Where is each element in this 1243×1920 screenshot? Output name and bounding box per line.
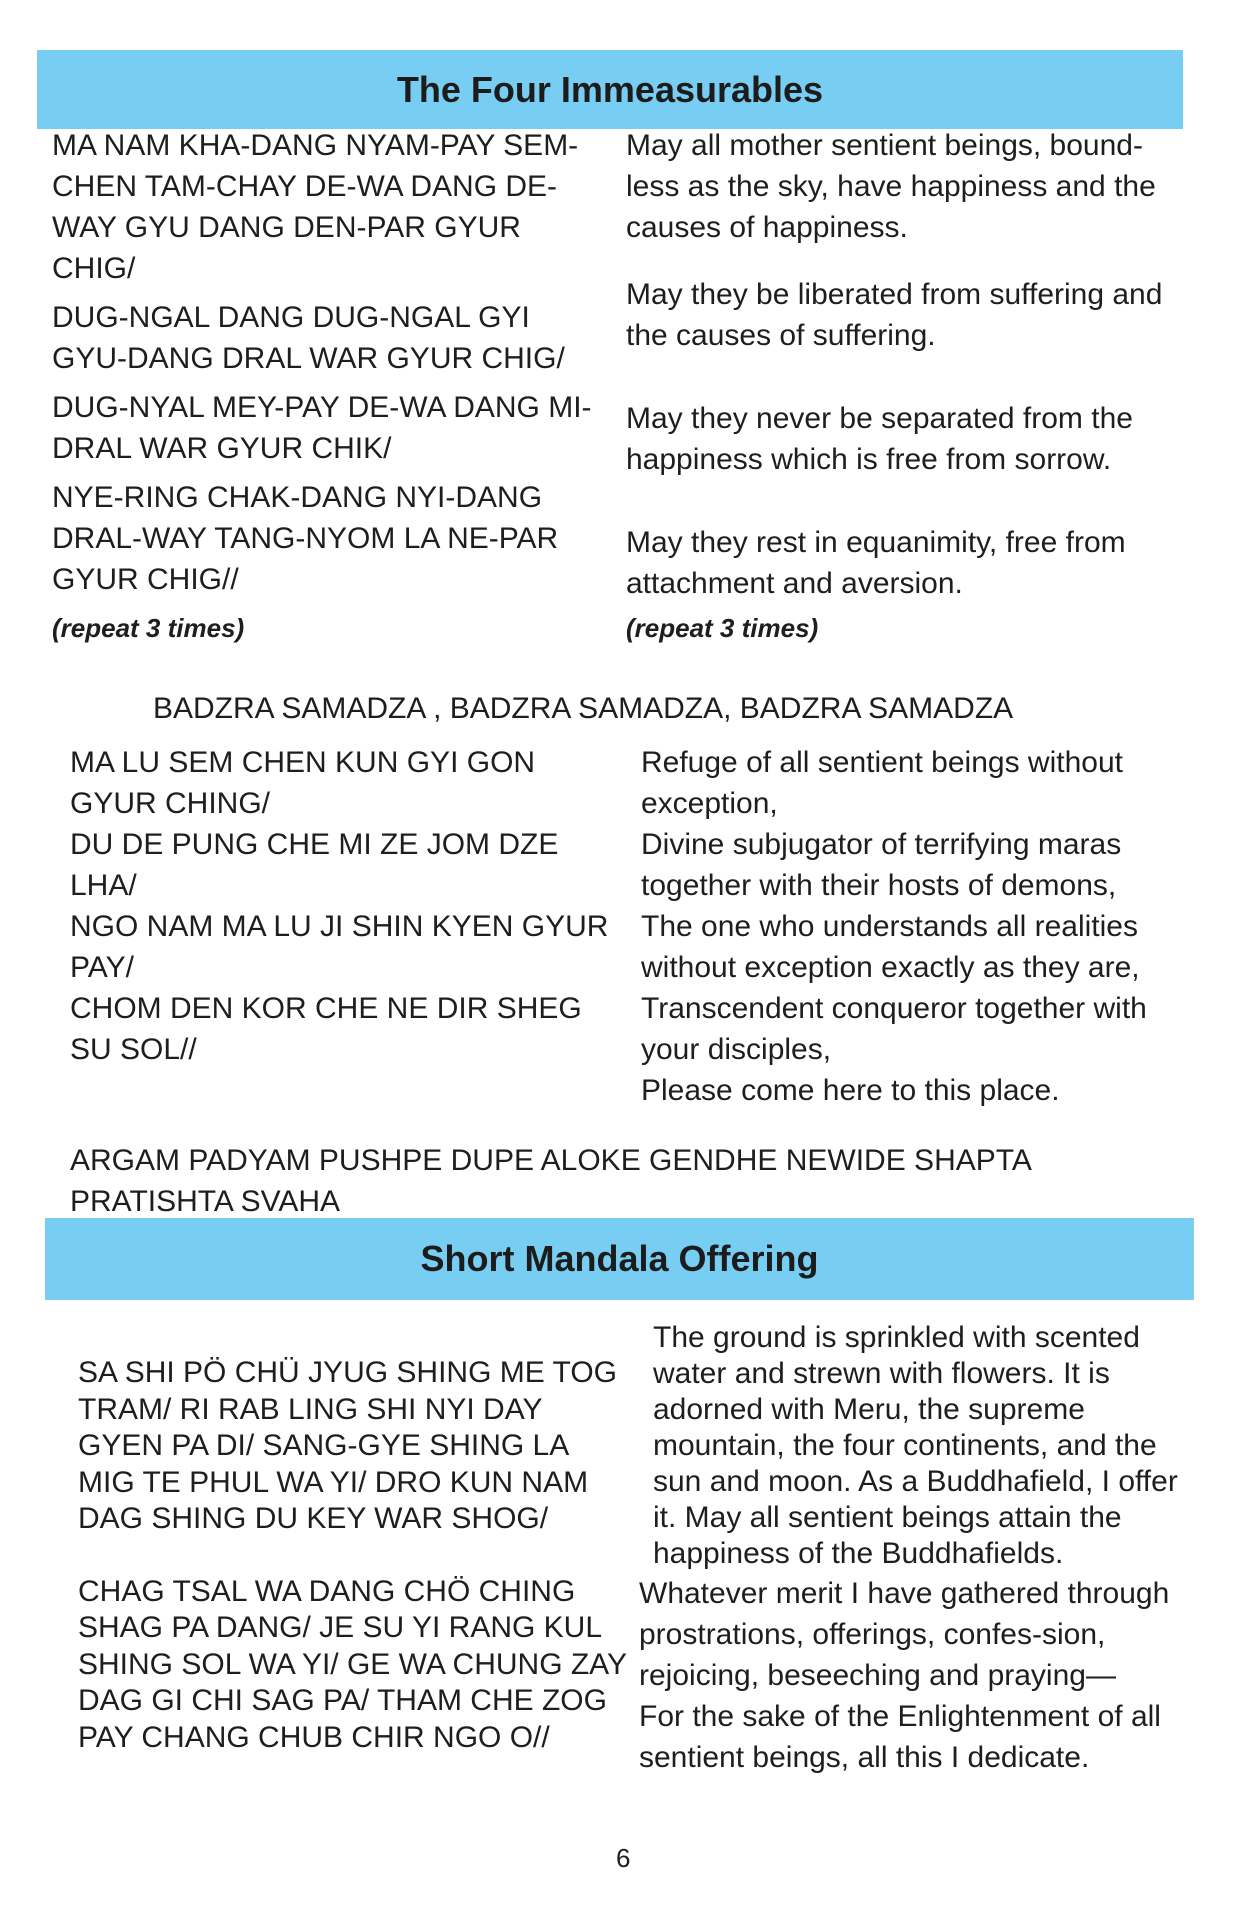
repeat-note: (repeat 3 times) bbox=[52, 613, 245, 643]
verse-english-1: May all mother sentient beings, bound-less as the sky, have happiness and the causes of happiness. bbox=[626, 129, 1156, 244]
offering-mantra: ARGAM PADYAM PUSHPE DUPE ALOKE GENDHE NEWIDE SHAPTA PRATISHTA SVAHA bbox=[70, 1144, 1031, 1218]
page-number: 6 bbox=[616, 1843, 631, 1873]
invocation-tibetan-3: NGO NAM MA LU JI SHIN KYEN GYUR PAY/ bbox=[70, 910, 609, 984]
invocation-tibetan-2: DU DE PUNG CHE MI ZE JOM DZE LHA/ bbox=[70, 828, 559, 902]
verse-tibetan-4: NYE-RING CHAK-DANG NYI-DANG DRAL-WAY TANG-NYOM LA NE-PAR GYUR CHIG// bbox=[52, 481, 559, 596]
mandala-english-offering bbox=[653, 1320, 1191, 1572]
mandala-english-2: Whatever merit I have gathered through prostrations, offerings, confes-sion, rejoicing, beseeching and praying— bbox=[639, 1577, 1170, 1692]
four-immeasurables-tibetan bbox=[52, 125, 607, 649]
mandala-english-3: For the sake of the Enlightenment of all sentient beings, all this I dedicate. bbox=[639, 1700, 1161, 1774]
verse-english-3: May they never be separated from the happiness which is free from sorrow. bbox=[626, 402, 1133, 476]
verse-tibetan-2: DUG-NGAL DANG DUG-NGAL GYI GYU-DANG DRAL WAR GYUR CHIG/ bbox=[52, 301, 565, 375]
verse-tibetan-1: MA NAM KHA-DANG NYAM-PAY SEM-CHEN TAM-CHAY DE-WA DANG DE-WAY GYU DANG DEN-PAR GYUR CHIG/ bbox=[52, 129, 579, 285]
mandala-tibetan-2: CHAG TSAL WA DANG CHÖ CHING SHAG PA DANG/ JE SU YI RANG KUL SHING SOL WA YI/ GE WA CHUNG ZAY DAG GI CHI SAG PA/ THAM CHE ZOG PAY CHANG CHUB CHIR NGO O// bbox=[78, 1574, 627, 1754]
invocation-tibetan-1: MA LU SEM CHEN KUN GYI GON GYUR CHING/ bbox=[70, 746, 536, 820]
verse-english-4: May they rest in equanimity, free from attachment and aversion. bbox=[626, 526, 1126, 600]
section-title: Short Mandala Offering bbox=[420, 1238, 819, 1279]
invocation-english-3: The one who understands all realities without exception exactly as they are, bbox=[641, 910, 1140, 984]
section-title: The Four Immeasurables bbox=[396, 68, 824, 110]
invocation-english-1: Refuge of all sentient beings without exception, bbox=[641, 746, 1123, 820]
invocation-english-5: Please come here to this place. bbox=[641, 1074, 1060, 1107]
verse-english-2: May they be liberated from suffering and the causes of suffering. bbox=[626, 278, 1163, 352]
mandala-tibetan-1: SA SHI PÖ CHÜ JYUG SHING ME TOG TRAM/ RI RAB LING SHI NYI DAY GYEN PA DI/ SANG-GYE SHING LA MIG TE PHUL WA YI/ DRO KUN NAM DAG SHING DU KEY WAR SHOG/ bbox=[78, 1356, 617, 1535]
invocation-tibetan-4: CHOM DEN KOR CHE NE DIR SHEG SU SOL// bbox=[70, 992, 582, 1066]
mandala-tibetan bbox=[78, 1355, 628, 1756]
invocation-english-4: Transcendent conqueror together with your disciples, bbox=[641, 992, 1147, 1066]
invocation-english-2: Divine subjugator of terrifying maras together with their hosts of demons, bbox=[641, 828, 1122, 902]
repeat-note: (repeat 3 times) bbox=[626, 613, 819, 643]
four-immeasurables-english bbox=[626, 125, 1181, 649]
invocation-tibetan bbox=[70, 742, 615, 1070]
section-banner-short-mandala bbox=[45, 1218, 1194, 1300]
invocation-english bbox=[641, 742, 1193, 1111]
badzra-samadza-line: BADZRA SAMADZA , BADZRA SAMADZA, BADZRA SAMADZA bbox=[153, 692, 1014, 725]
mandala-english-1: The ground is sprinkled with scented water and strewn with flowers. It is adorned with Meru, the supreme mountain, the four continents, and the sun and moon. As a Buddhafield, I offer it. May all sentient beings attain the happiness of the Buddhafields. bbox=[653, 1321, 1178, 1570]
verse-tibetan-3: DUG-NYAL MEY-PAY DE-WA DANG MI-DRAL WAR GYUR CHIK/ bbox=[52, 391, 592, 465]
mandala-english-dedication bbox=[639, 1573, 1199, 1778]
section-banner-four-immeasurables bbox=[37, 50, 1183, 129]
